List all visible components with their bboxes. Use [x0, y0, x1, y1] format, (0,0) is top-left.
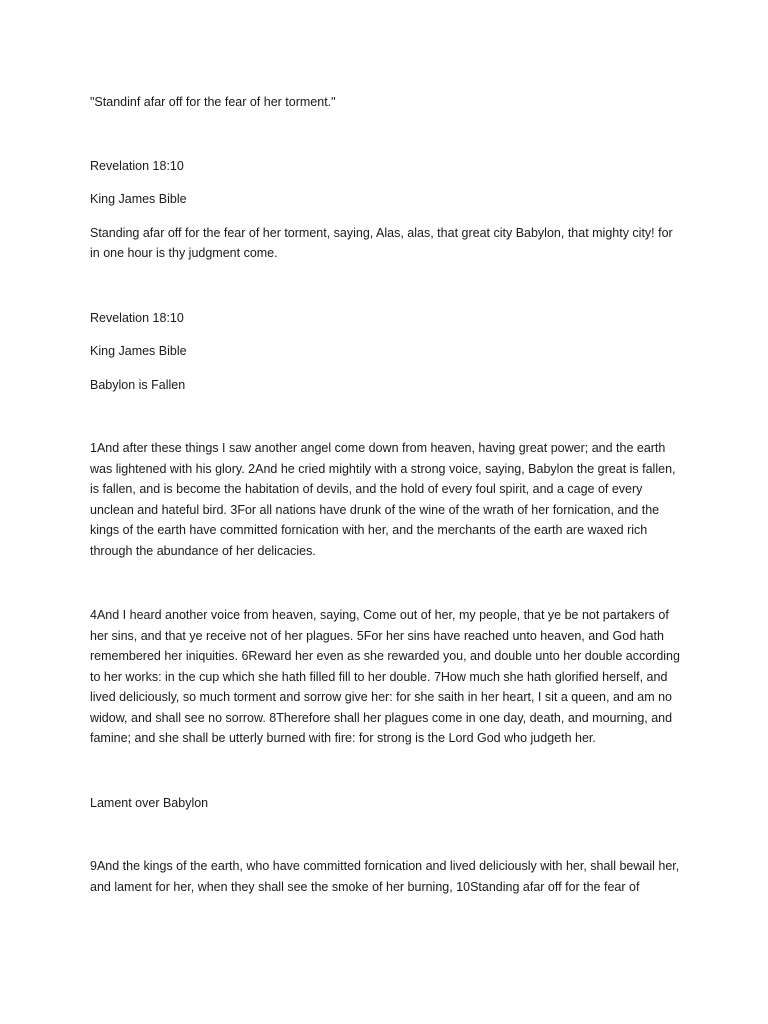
section-heading-fallen: Babylon is Fallen: [90, 377, 186, 392]
verse-text: Standing afar off for the fear of her torment, saying, Alas, alas, that great city Babylon, that mighty city! for in one hour is thy judgment come.: [90, 225, 673, 260]
opening-quote: "Standinf afar off for the fear of her torment.": [90, 95, 336, 109]
verse-paragraph-1: 1And after these things I saw another angel come down from heaven, having great power; and the earth was lightened with his glory. 2And he cried mightily with a strong voice, saying, Babylon the great is fallen, is fallen, and is become the habitation of devils, and the hold of every foul spirit, and a cage of every unclean and hateful bird. 3For all nations have drunk of the wine of the wrath of her fornication, and the kings of the earth have committed fornication with her, and the merchants of the earth are waxed rich through the abundance of her delicacies.: [90, 441, 676, 558]
verse-paragraph-2: 4And I heard another voice from heaven, saying, Come out of her, my people, that ye be not partakers of her sins, and that ye receive not of her plagues. 5For her sins have reached unto heaven, and God hath remembered her iniquities. 6Reward her even as she rewarded you, and double unto her double according to her works: in the cup which she hath filled fill to her double. 7How much she hath glorified herself, and lived deliciously, so much torment and sorrow give her: for she saith in her heart, I sit a queen, and am no widow, and shall see no sorrow. 8Therefore shall her plagues come in one day, death, and mourning, and famine; and she shall be utterly burned with fire: for strong is the Lord God who judgeth her.: [90, 608, 680, 745]
bible-version: King James Bible: [90, 192, 187, 206]
bible-version-2: King James Bible: [90, 344, 187, 358]
scripture-reference-2: Revelation 18:10: [90, 310, 184, 325]
document-page: [90, 92, 680, 897]
verse-paragraph-3: 9And the kings of the earth, who have committed fornication and lived deliciously with her, shall bewail her, and lament for her, when they shall see the smoke of her burning, 10Standing afar off for the fear of: [90, 859, 680, 894]
section-heading-lament: Lament over Babylon: [90, 795, 209, 810]
scripture-reference: Revelation 18:10: [90, 158, 184, 173]
